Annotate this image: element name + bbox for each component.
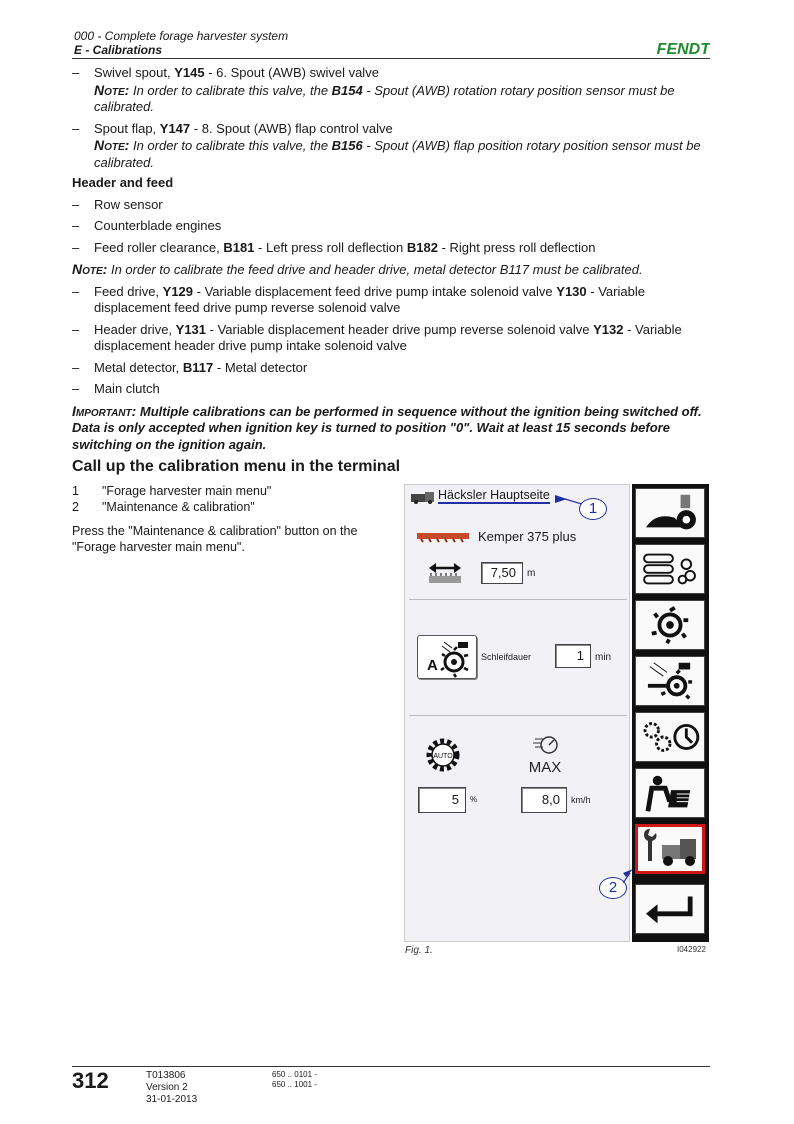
max-label: MAX — [528, 759, 562, 775]
grinding-icon — [636, 657, 704, 705]
instruction-text: Press the "Maintenance & calibration" button on the "Forage harvester main menu". — [72, 524, 358, 554]
footer-rule — [72, 1066, 710, 1067]
maintenance-calibration-button[interactable] — [635, 824, 705, 874]
auto-gear-icon — [423, 735, 463, 775]
header-model-name: Kemper 375 plus — [478, 529, 577, 544]
working-width-unit: m — [527, 568, 536, 579]
grind-duration-field[interactable]: 1 — [555, 644, 591, 668]
operator-icon — [636, 769, 704, 817]
terminal-sidebar — [632, 484, 709, 942]
logs-icon — [636, 545, 704, 593]
divider — [409, 715, 627, 716]
list-item: – Header drive, Y131 - Variable displacement header drive pump reverse solenoid valve Y132 - Variable displacement header drive pump intake solenoid valve — [72, 321, 682, 353]
note: Note: In order to calibrate this valve, the B156 - Spout (AWB) flap position rotary position sensor must be calibrated. — [94, 137, 701, 170]
percent-field[interactable]: 5 — [418, 787, 466, 813]
grind-duration-label: Schleifdauer — [481, 652, 532, 662]
back-button[interactable] — [635, 884, 705, 934]
grind-duration-unit: min — [595, 652, 612, 663]
model-series-2: 650 .. 1001 - — [272, 1080, 317, 1089]
section-heading: Call up the calibration menu in the terminal — [72, 458, 401, 475]
important-notice: Important: Multiple calibrations can be performed in sequence without the ignition being switched off. Data is only accepted when ignition key is turned to position "0". Wait at least 15 seconds before switching on the ignition again. — [72, 402, 702, 452]
terminal-main-screen — [404, 484, 630, 942]
brand-text: FENDT — [656, 41, 710, 56]
list-item: – Counterblade engines — [72, 218, 222, 233]
max-speed-icon — [525, 733, 565, 775]
header-rule — [72, 58, 710, 59]
max-speed-field[interactable]: 8,0 — [521, 787, 567, 813]
chopper-drum-button[interactable] — [635, 600, 705, 650]
operator-button[interactable] — [635, 768, 705, 818]
svg-text:A: A — [427, 657, 438, 674]
figure-id: I042922 — [677, 945, 706, 954]
auto-label: AUTO — [433, 753, 453, 760]
wrench-harvester-icon — [638, 827, 702, 871]
note: Note: In order to calibrate this valve, the B154 - Spout (AWB) rotation rotary position sensor must be calibrated. — [94, 81, 675, 114]
list-item: – Metal detector, B117 - Metal detector — [72, 359, 308, 375]
speed-unit: km/h — [571, 795, 591, 805]
step-item: 2 "Maintenance & calibration" — [72, 500, 255, 514]
grinding-button[interactable] — [635, 656, 705, 706]
section-title: E - Calibrations — [74, 43, 163, 57]
chapter-title: 000 - Complete forage harvester system — [74, 29, 289, 43]
grind-icon — [418, 636, 476, 678]
crop-flow-button[interactable] — [635, 544, 705, 594]
document-body — [72, 65, 710, 479]
step-item: 1 "Forage harvester main menu" — [72, 484, 272, 498]
gears-icon — [636, 713, 704, 761]
header-button[interactable] — [635, 488, 705, 538]
percent-unit: % — [470, 795, 478, 804]
list-item: – Feed drive, Y129 - Variable displacement feed drive pump intake solenoid valve Y130 - Variable displacement feed drive pump reverse solenoid valve — [72, 283, 645, 315]
callout-1: 1 — [579, 498, 607, 520]
chopper-drum-icon — [636, 601, 704, 649]
model-series-1: 650 .. 0101 - — [272, 1070, 317, 1079]
list-item: – Main clutch — [72, 381, 160, 396]
header-icon — [636, 489, 704, 537]
model-series — [272, 1070, 317, 1090]
screen-title: Häcksler Hauptseite — [438, 488, 550, 502]
gearbox-button[interactable] — [635, 712, 705, 762]
working-width-icon — [427, 559, 463, 587]
subsection-heading: Header and feed — [72, 175, 174, 190]
return-arrow-icon — [636, 885, 704, 933]
harvester-icon — [410, 490, 436, 504]
page-number: 312 — [72, 1068, 109, 1093]
list-item: – Row sensor — [72, 196, 163, 212]
doc-code: T013806 — [146, 1070, 186, 1081]
doc-date: 31-01-2013 — [146, 1094, 198, 1105]
list-item: – Swivel spout, Y145 - 6. Spout (AWB) swivel valve Note: In order to calibrate this valve, the B154 - Spout (AWB) rotation rotary position sensor must be calibrated. — [72, 65, 710, 116]
figure-caption: Fig. 1. — [405, 945, 433, 956]
terminal-screenshot — [404, 484, 709, 942]
list-item: – Spout flap, Y147 - 8. Spout (AWB) flap control valve Note: In order to calibrate this valve, the B156 - Spout (AWB) flap position rotary position sensor must be calibrated. — [72, 121, 710, 172]
list-item: – Feed roller clearance, B181 - Left press roll deflection B182 - Right press roll deflection — [72, 239, 596, 255]
callout-2: 2 — [599, 877, 627, 899]
auto-grind-button[interactable] — [417, 635, 477, 679]
doc-version: Version 2 — [146, 1082, 188, 1093]
working-width-field[interactable]: 7,50 — [481, 562, 523, 584]
divider — [409, 599, 627, 600]
fendt-logo — [632, 40, 710, 56]
header-machine-icon — [417, 529, 469, 543]
note: Note: In order to calibrate the feed drive and header drive, metal detector B117 must be calibrated. — [72, 261, 643, 277]
step-list — [72, 483, 392, 555]
document-info — [146, 1070, 197, 1106]
